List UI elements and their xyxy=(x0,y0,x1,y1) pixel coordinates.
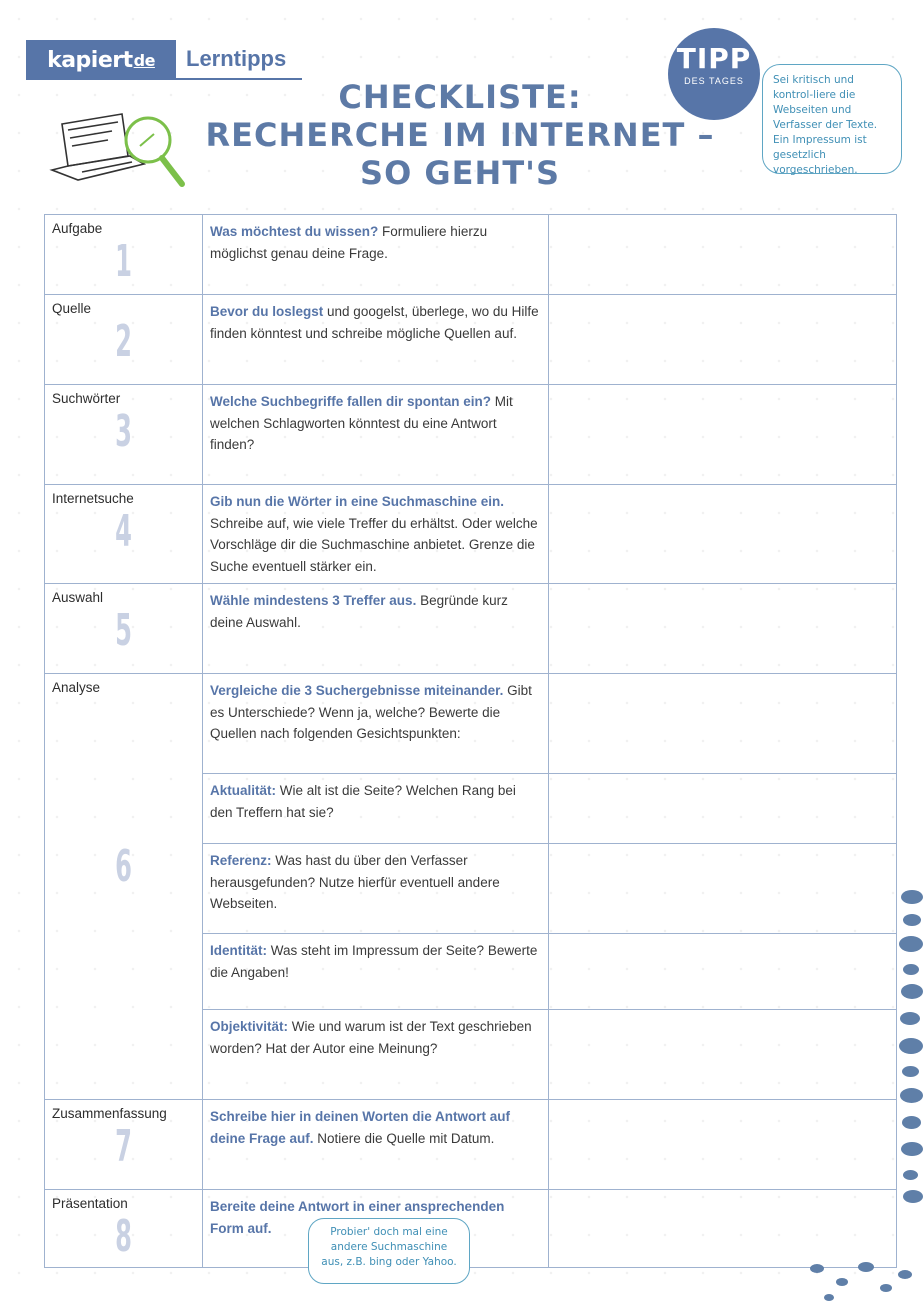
step-highlight: Bereite deine Antwort in einer ansprechenden Form auf. xyxy=(210,1199,505,1236)
step-highlight: Gib nun die Wörter in eine Suchmaschine ein. xyxy=(210,494,505,509)
step-label: Internetsuche xyxy=(52,491,134,506)
brand-logo: kapiert de xyxy=(26,40,176,80)
step-highlight: Vergleiche die 3 Suchergebnisse miteinander. xyxy=(210,683,504,698)
step-text: Formuliere hierzu möglichst genau deine Frage. xyxy=(210,224,488,261)
hint-bubble: Probier' doch mal eine andere Suchmaschine aus, z.B. bing oder Yahoo. xyxy=(308,1218,470,1284)
decorative-dots xyxy=(891,880,923,1210)
criterion-text: Was hast du über den Verfasser herausgefunden? Nutze hierfür eventuell andere Webseiten. xyxy=(210,853,500,911)
step-text: Gibt es Unterschiede? Wenn ja, welche? Bewerte die Quellen nach folgenden Gesichtspunkten: xyxy=(210,683,532,741)
step-number: 4 xyxy=(115,506,132,557)
brand-header xyxy=(26,40,302,80)
table-row xyxy=(45,584,897,674)
step-number: 8 xyxy=(115,1211,132,1262)
section-label: Lerntipps xyxy=(176,40,302,80)
step-label: Auswahl xyxy=(52,590,104,605)
checklist-table xyxy=(44,214,897,1268)
answer-cell[interactable] xyxy=(549,1100,897,1190)
step-highlight: Wähle mindestens 3 Treffer aus. xyxy=(210,593,417,608)
answer-cell[interactable] xyxy=(549,485,897,584)
table-row xyxy=(45,1100,897,1190)
step-highlight: Welche Suchbegriffe fallen dir spontan ein? xyxy=(210,394,492,409)
criterion-text: Wie alt ist die Seite? Welchen Rang bei den Treffern hat sie? xyxy=(210,783,516,820)
step-number: 3 xyxy=(115,406,132,457)
step-number: 1 xyxy=(115,236,132,287)
step-highlight: Bevor du loslegst xyxy=(210,304,324,319)
step-text: Schreibe auf, wie viele Treffer du erhältst. Oder welche Vorschläge dir die Suchmaschine anbietet. Grenze die Suche eventuell stärker ein. xyxy=(210,515,538,574)
step-label: Präsentation xyxy=(52,1196,128,1211)
step-number: 2 xyxy=(115,316,132,367)
criterion-label: Objektivität: xyxy=(210,1019,289,1034)
step-text: Begründe kurz deine Auswahl. xyxy=(210,593,508,630)
answer-cell[interactable] xyxy=(549,934,897,1010)
answer-cell[interactable] xyxy=(549,1190,897,1268)
answer-cell[interactable] xyxy=(549,215,897,295)
step-text: Mit welchen Schlagworten könntest du eine Antwort finden? xyxy=(210,394,513,452)
table-row xyxy=(45,215,897,295)
laptop-magnifier-icon xyxy=(48,106,188,190)
step-label: Aufgabe xyxy=(52,221,103,236)
answer-cell[interactable] xyxy=(549,1010,897,1100)
step-text: und googelst, überlege, wo du Hilfe finden könntest und schreibe mögliche Quellen auf. xyxy=(210,304,539,341)
step-number: 7 xyxy=(115,1121,132,1172)
step-label: Analyse xyxy=(52,680,101,695)
answer-cell[interactable] xyxy=(549,674,897,774)
step-highlight: Schreibe hier in deinen Worten die Antwort auf deine Frage auf. xyxy=(210,1109,511,1146)
criterion-text: Wie und warum ist der Text geschrieben worden? Hat der Autor eine Meinung? xyxy=(210,1019,532,1056)
step-label: Suchwörter xyxy=(52,391,121,406)
step-label: Quelle xyxy=(52,301,92,316)
table-row xyxy=(45,295,897,385)
answer-cell[interactable] xyxy=(549,584,897,674)
tipp-bubble: Sei kritisch und kontrol-liere die Webseiten und Verfasser der Texte. Ein Impressum ist gesetzlich vorgeschrieben. xyxy=(762,64,902,174)
answer-cell[interactable] xyxy=(549,844,897,934)
answer-cell[interactable] xyxy=(549,385,897,485)
criterion-label: Identität: xyxy=(210,943,267,958)
table-row xyxy=(45,385,897,485)
criterion-label: Aktualität: xyxy=(210,783,277,798)
table-row xyxy=(45,485,897,584)
table-row xyxy=(45,674,897,774)
step-label: Zusammenfassung xyxy=(52,1106,167,1121)
step-number: 5 xyxy=(115,605,132,656)
criterion-label: Referenz: xyxy=(210,853,272,868)
answer-cell[interactable] xyxy=(549,774,897,844)
table-row xyxy=(45,1190,897,1268)
step-text: Notiere die Quelle mit Datum. xyxy=(313,1130,495,1146)
answer-cell[interactable] xyxy=(549,295,897,385)
tipp-badge: TIPP DES TAGES xyxy=(668,28,760,120)
page-title: CHECKLISTE: RECHERCHE IM INTERNET – SO GEHT'S xyxy=(205,78,715,192)
step-highlight: Was möchtest du wissen? xyxy=(210,224,379,239)
criterion-text: Was steht im Impressum der Seite? Bewerte die Angaben! xyxy=(210,943,538,980)
step-number: 6 xyxy=(115,841,132,892)
